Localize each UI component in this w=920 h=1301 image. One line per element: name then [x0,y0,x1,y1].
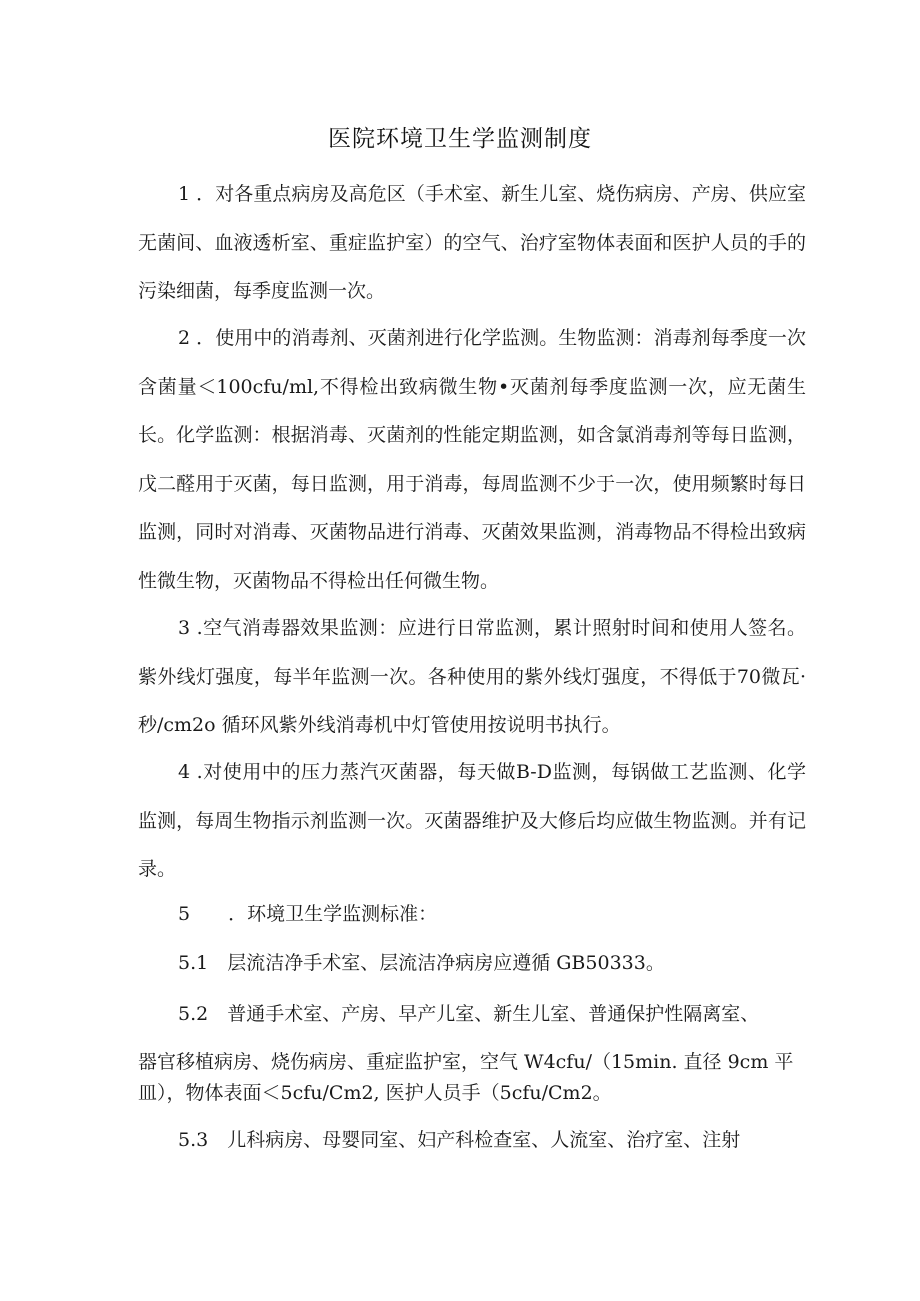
section-5-2-line-3: 皿），物体表面＜5cfu∕Cm2, 医护人员手（5cfu∕Cm2。 [138,1082,612,1104]
paragraph-4: 4 .对使用中的压力蒸汽灭菌器，每天做B-D监测，每锅做工艺监测、化学监测，每周生物指示剂监测一次。灭菌器维护及大修后均应做生物监测。并有记录。 [138,761,806,880]
section-5-1: 5.1 层流洁净手术室、层流洁净病房应遵循 GB50333。 [178,952,665,974]
paragraph-3: 3 .空气消毒器效果监测：应进行日常监测，累计照射时间和使用人签名。紫外线灯强度，每半年监测一次。各种使用的紫外线灯强度，不得低于70微瓦·秒/cm2o 循环风紫外线消毒机中灯管使用按说明书执行。 [138,617,806,736]
section-5-heading: 5 ．环境卫生学监测标准： [178,903,438,925]
section-5-2-line-1: 5.2 普通手术室、产房、早产儿室、新生儿室、普通保护性隔离室、 [178,1003,760,1025]
section-5-2-line-2: 器官移植病房、烧伤病房、重症监护室，空气 W4cfu∕（15min. 直径 9cm 平 [138,1051,794,1073]
paragraph-2: 2 ．使用中的消毒剂、灭菌剂进行化学监测。生物监测：消毒剂每季度一次含菌量＜100cfu∕ml,不得检出致病微生物•灭菌剂每季度监测一次，应无菌生长。化学监测：根据消毒、灭菌剂的性能定期监测，如含氯消毒剂等每日监测，戊二醛用于灭菌，每日监测，用于消毒，每周监测不少于一次，使用频繁时每日监测，同时对消毒、灭菌物品进行消毒、灭菌效果监测，消毒物品不得检出致病性微生物，灭菌物品不得检出任何微生物。 [138,327,806,592]
paragraph-1: 1 ．对各重点病房及高危区（手术室、新生儿室、烧伤病房、产房、供应室无菌间、血液透析室、重症监护室）的空气、治疗室物体表面和医护人员的手的污染细菌，每季度监测一次。 [138,183,806,302]
section-5-3: 5.3 儿科病房、母婴同室、妇产科检查室、人流室、治疗室、注射 [178,1129,741,1151]
document-title: 医院环境卫生学监测制度 [328,126,592,152]
